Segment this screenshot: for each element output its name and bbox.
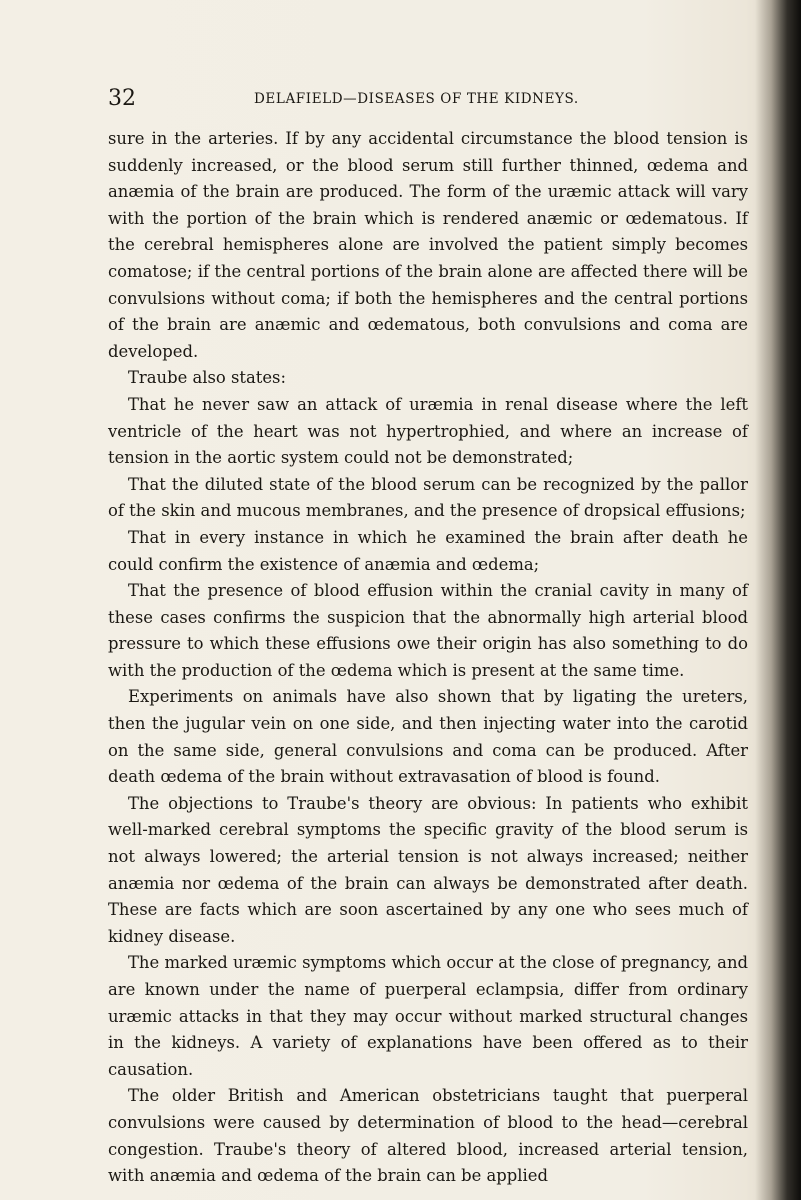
paragraph: That he never saw an attack of uræmia in renal disease where the left ventricle of the heart was not hypertrophied, and where an increase of tension in the aortic system could not be demonstrated; xyxy=(108,394,748,468)
paragraph: Traube also states: xyxy=(128,368,286,388)
paragraph: That the diluted state of the blood serum can be recognized by the pallor of the skin and mucous membranes, and the presence of dropsical effusions; xyxy=(108,474,748,521)
running-head: DELAFIELD—DISEASES OF THE KIDNEYS. xyxy=(254,91,579,107)
body-text xyxy=(108,126,748,1190)
paragraph: That the presence of blood effusion within the cranial cavity in many of these cases confirms the suspicion that the abnormally high arterial blood pressure to which these effusions owe their origin has also something to do with the production of the œdema which is present at the same time. xyxy=(108,581,748,680)
paragraph: That in every instance in which he examined the brain after death he could confirm the existence of anæmia and œdema; xyxy=(108,527,748,574)
paragraph: Experiments on animals have also shown that by ligating the ureters, then the jugular vein on one side, and then injecting water into the carotid on the same side, general convulsions and coma can be produced. After death œdema of the brain without extravasation of blood is found. xyxy=(108,687,748,787)
paragraph: sure in the arteries. If by any accidental circumstance the blood tension is suddenly increased, or the blood serum still further thinned, œdema and anæmia of the brain are produced. The form of the uræmic attack will vary with the portion of the brain which is rendered anæmic or œdematous. If the cerebral hemispheres alone are involved the patient simply becomes comatose; if the central portions of the brain alone are affected there will be convulsions without coma; if both the hemispheres and the central portions of the brain are anæmic and œdematous, both convulsions and coma are developed. xyxy=(108,129,748,361)
paragraph: The older British and American obstetricians taught that puerperal convulsions were caused by determination of blood to the head—cerebral congestion. Traube's theory of altered blood, increased arterial tension, with anæmia and œdema of the brain can be applied xyxy=(108,1086,748,1186)
paragraph: The objections to Traube's theory are obvious: In patients who exhibit well-marked cerebral symptoms the specific gravity of the blood serum is not always lowered; the arterial tension is not always increased; neither anæmia nor œdema of the brain can always be demonstrated after death. These are facts which are soon ascertained by any one who sees much of kidney disease. xyxy=(108,793,748,946)
page-number: 32 xyxy=(108,86,136,111)
paragraph: The marked uræmic symptoms which occur at the close of pregnancy, and are known under the name of puerperal eclampsia, differ from ordinary uræmic attacks in that they may occur without marked structural changes in the kidneys. A variety of explanations have been offered as to their causation. xyxy=(108,953,748,1079)
book-spine-shadow xyxy=(755,0,801,1200)
page-header xyxy=(108,86,748,112)
